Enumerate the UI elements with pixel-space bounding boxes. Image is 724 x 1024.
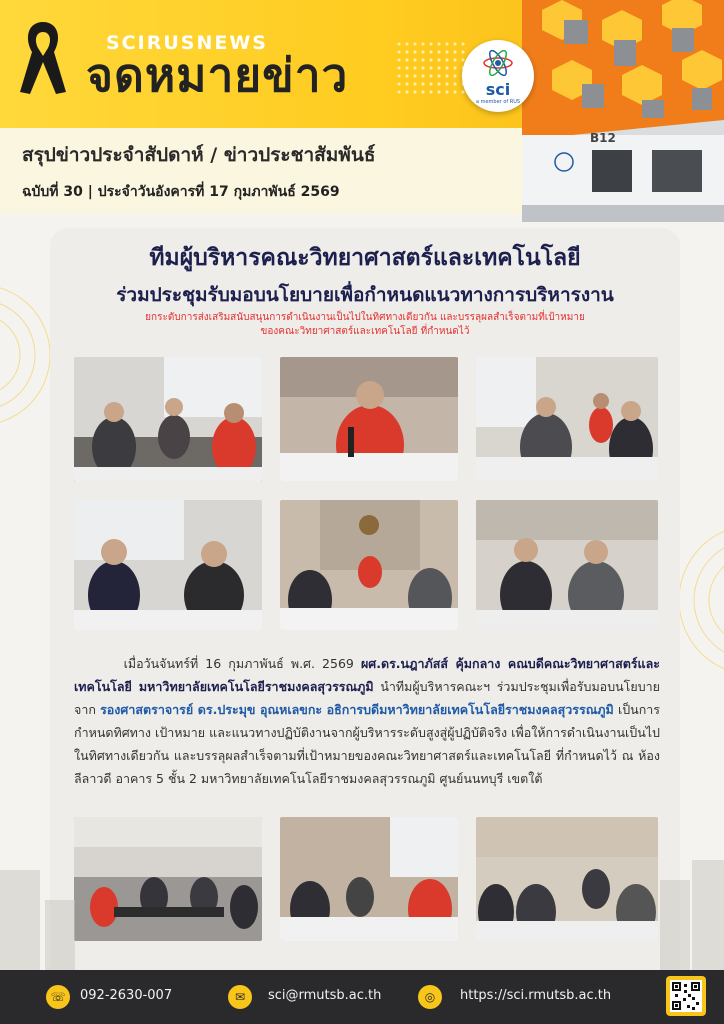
body-middle: นำทีมผู้บริหารคณะฯ ร่วมประชุมเพื่อรับมอบนโยบาย จาก xyxy=(74,679,660,717)
issue-info: ฉบับที่ 30 | ประจำวันอังคารที่ 17 กุมภาพันธ์ 2569 xyxy=(22,184,340,200)
article-tagline-2: ของคณะวิทยาศาสตร์และเทคโนโลยี ที่กำหนดไว้ xyxy=(260,326,470,337)
president-name: รองศาสตราจารย์ ดร.ประมุข อุณหเลขกะ อธิการบดีมหาวิทยาลัยเทคโนโลยีราชมงคลสุวรรณภูมิ xyxy=(100,702,614,717)
meeting-photo-1 xyxy=(74,357,262,481)
black-ribbon-icon xyxy=(18,18,68,96)
atom-icon xyxy=(482,48,514,78)
article-tagline: ยกระดับการส่งเสริมสนับสนุนการดำเนินงานเป็นไปในทิศทางเดียวกัน และบรรลุผลสำเร็จตามที่เป้าหมาย xyxy=(145,312,585,323)
contact-website[interactable]: https://sci.rmutsb.ac.th xyxy=(460,988,612,1003)
body-end: เป็นการกำหนดทิศทาง เป้าหมาย และแนวทางปฏิบัติงานจากผู้บริหารระดับสูงสู่ผู้ปฏิบัติจริง เพื่อให้การดำเนินงานเป็นไปในทิศทางเดียวกัน และบรรลุผลสำเร็จตามที่เป้าหมายของคณะวิทยาศาสตร์และเทคโนโลยี ที่กำหนดไว้ ณ ห้องลีลาวดี อาคาร 5 ชั้น 2 มหาวิทยาลัยเทคโนโลยีราชมงคลสุวรรณภูมิ ศูนย์นนทบุรี เขตใต้ xyxy=(74,702,661,786)
email-icon: ✉ xyxy=(228,985,252,1009)
qr-code-icon xyxy=(670,980,702,1012)
building-label: B12 xyxy=(590,131,616,145)
body-intro: เมื่อวันจันทร์ที่ 16 กุมภาพันธ์ พ.ศ. 2569 xyxy=(123,656,361,671)
globe-icon: ◎ xyxy=(418,985,442,1009)
faculty-building-photo xyxy=(522,0,724,222)
phone-icon: ☏ xyxy=(46,985,70,1009)
newsletter-title: จดหมายข่าว xyxy=(86,48,349,102)
brand-name: SCIRUSNEWS xyxy=(106,32,268,54)
header-dot-pattern xyxy=(395,40,465,95)
article-subheadline: ร่วมประชุมรับมอบนโยบายเพื่อกำหนดแนวทางการบริหารงาน xyxy=(116,284,614,306)
meeting-photo-5 xyxy=(280,500,458,630)
logo-subtext: a member of RUS xyxy=(475,99,521,105)
logo-text: sci xyxy=(485,80,511,99)
newsletter-subtitle: สรุปข่าวประจำสัปดาห์ / ข่าวประชาสัมพันธ์ xyxy=(22,144,376,166)
meeting-photo-3 xyxy=(476,357,658,481)
contact-email[interactable]: sci@rmutsb.ac.th xyxy=(268,988,382,1003)
article-body xyxy=(74,652,660,790)
sci-logo xyxy=(462,40,534,112)
meeting-photo-4 xyxy=(74,500,262,630)
article-headline: ทีมผู้บริหารคณะวิทยาศาสตร์และเทคโนโลยี xyxy=(149,245,581,271)
meeting-photo-2 xyxy=(280,357,458,481)
dean-name: ผศ.ดร.นฎาภัสส์ คุ้มกลาง คณบดีคณะวิทยาศาสตร์และเทคโนโลยี มหาวิทยาลัยเทคโนโลยีราชมงคลสุวรรณภูมิ xyxy=(74,656,660,694)
contact-phone[interactable]: 092-2630-007 xyxy=(80,988,173,1003)
city-skyline-background xyxy=(0,840,724,970)
qr-code[interactable] xyxy=(666,976,706,1016)
meeting-photo-6 xyxy=(476,500,658,630)
